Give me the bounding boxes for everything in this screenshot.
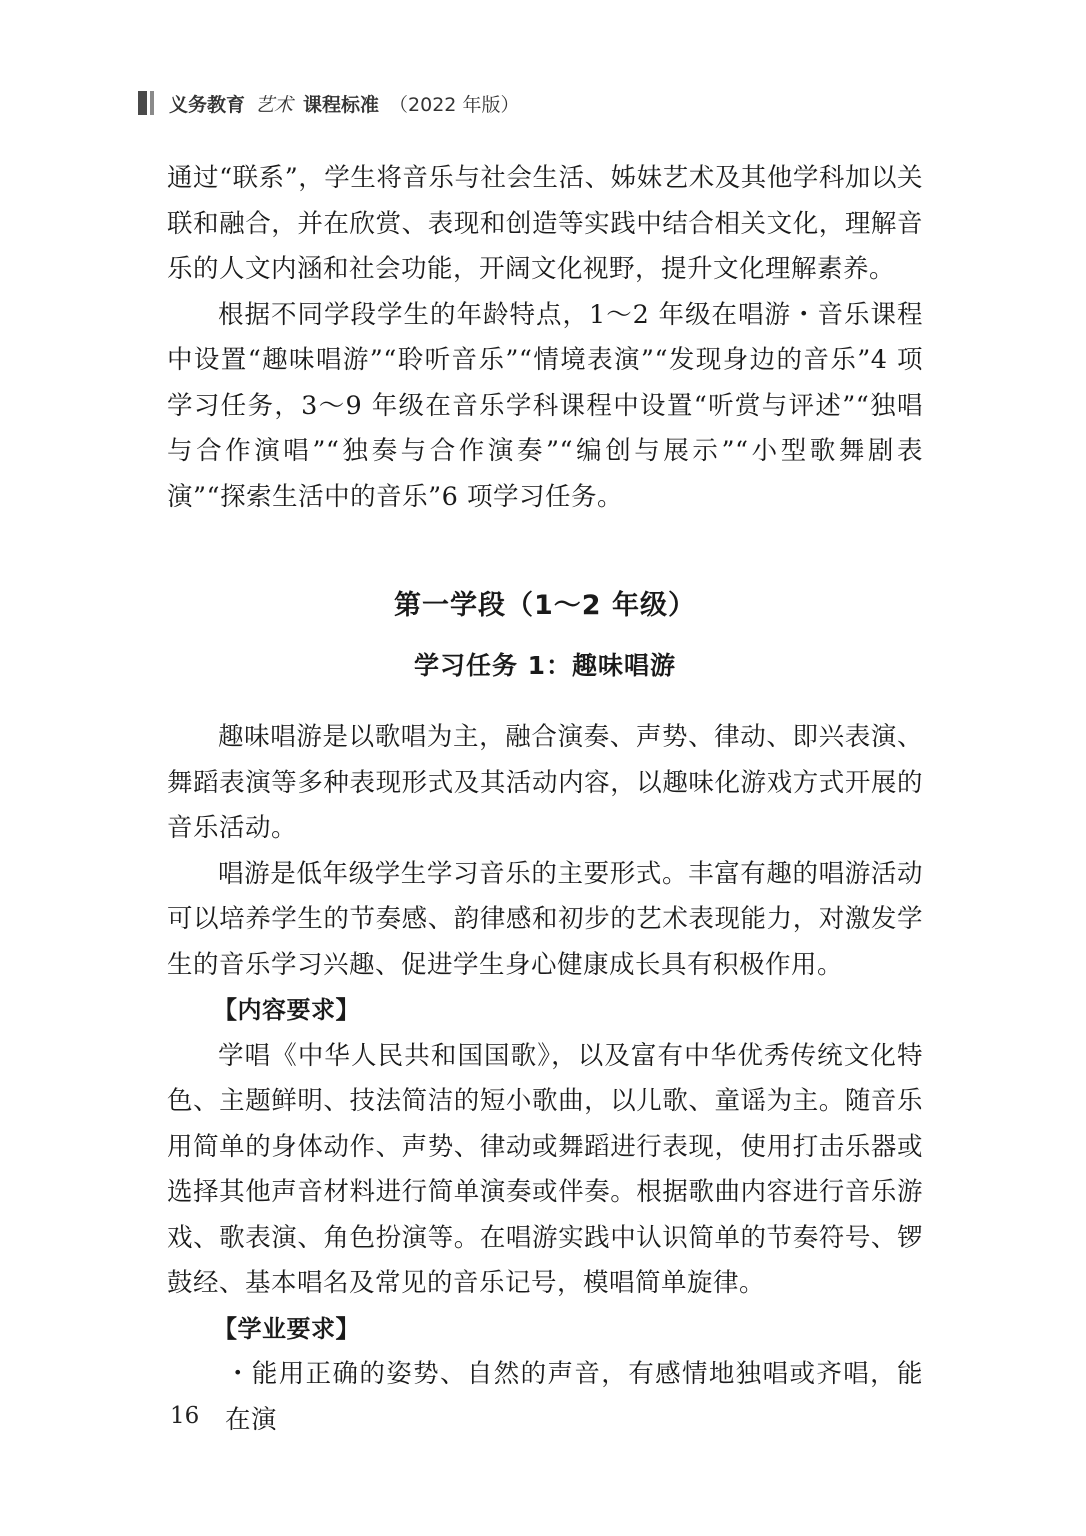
page-number: 16 (170, 1403, 200, 1429)
intro-text-block (167, 156, 923, 520)
header-edition: （2022 年版） (389, 93, 520, 116)
running-header (138, 88, 529, 118)
section-text-block (167, 715, 923, 1443)
academic-requirement-bullet: ・能用正确的姿势、自然的声音，有感情地独唱或齐唱，能在演 (225, 1359, 923, 1435)
content-requirements-heading: 【内容要求】 (213, 996, 360, 1024)
section-paragraph-2: 唱游是低年级学生学习音乐的主要形式。丰富有趣的唱游活动可以培养学生的节奏感、韵律感和初步的艺术表现能力，对激发学生的音乐学习兴趣、促进学生身心健康成长具有积极作用。 (167, 858, 923, 980)
task-title: 学习任务 1：趣味唱游 (413, 651, 677, 680)
header-bar-light (150, 91, 154, 115)
intro-paragraph-1: 通过“联系”，学生将音乐与社会生活、姊妹艺术及其他学科加以关联和融合，并在欣赏、表现和创造等实践中结合相关文化，理解音乐的人文内涵和社会功能，开阔文化视野，提升文化理解素养。 (167, 163, 923, 284)
section-paragraph-1: 趣味唱游是以歌唱为主，融合演奏、声势、律动、即兴表演、舞蹈表演等多种表现形式及其活动内容，以趣味化游戏方式开展的音乐活动。 (167, 722, 923, 843)
header-title-part1: 义务教育 (169, 93, 246, 116)
header-bar-dark (138, 91, 147, 115)
academic-requirements-heading: 【学业要求】 (213, 1314, 360, 1343)
header-bars-decoration (138, 91, 157, 115)
intro-paragraph-2: 根据不同学段学生的年龄特点，1～2 年级在唱游・音乐课程中设置“趣味唱游”“聆听音乐”“情境表演”“发现身边的音乐”4 项学习任务，3～9 年级在音乐学科课程中设置“听赏与评述”“独唱与合作演唱”“独奏与合作演奏”“编创与展示”“小型歌舞剧表演”“探索生活中的音乐”6 项学习任务。 (167, 299, 923, 512)
section-title: 第一学段（1～2 年级） (394, 590, 696, 621)
header-title-part2: 艺术 (255, 93, 294, 116)
header-title-part3: 课程标准 (303, 93, 380, 116)
content-requirements-text: 学唱《中华人民共和国国歌》，以及富有中华优秀传统文化特色、主题鲜明、技法简洁的短小歌曲，以儿歌、童谣为主。随音乐用简单的身体动作、声势、律动或舞蹈进行表现，使用打击乐器或选择其他声音材料进行简单演奏或伴奏。根据歌曲内容进行音乐游戏、歌表演、角色扮演等。在唱游实践中认识简单的节奏符号、锣鼓经、基本唱名及常见的音乐记号，模唱简单旋律。 (167, 1040, 923, 1298)
